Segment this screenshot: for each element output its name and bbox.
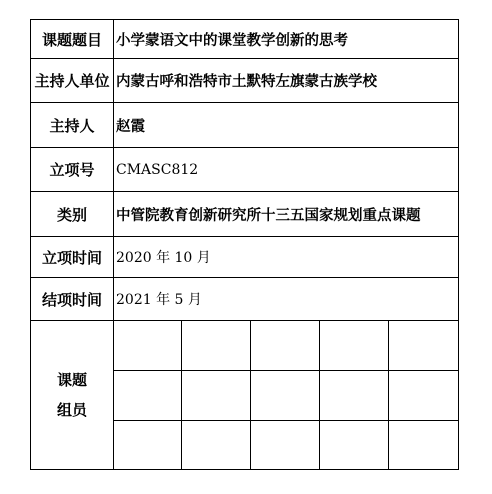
member-cell [182, 421, 251, 470]
row-host [31, 103, 458, 148]
row-project-number [31, 148, 458, 192]
row-project-title [31, 20, 458, 59]
member-cell [182, 371, 251, 421]
member-cell [389, 371, 459, 421]
project-info-table [30, 19, 459, 470]
member-cell [320, 421, 389, 470]
member-cell [251, 421, 320, 470]
row-host-unit [31, 59, 458, 103]
value-end-date: 2021 年 5 月 [116, 292, 202, 308]
member-cell [114, 371, 182, 421]
row-members [31, 321, 458, 469]
member-cell [251, 321, 320, 371]
row-category [31, 192, 458, 237]
value-start-date: 2020 年 10 月 [116, 250, 211, 266]
member-cell [320, 371, 389, 421]
members-grid [114, 321, 458, 469]
member-cell [389, 321, 459, 371]
label-host: 主持人 [31, 103, 114, 147]
member-cell [182, 321, 251, 371]
label-category: 类别 [31, 192, 114, 236]
value-host: 赵霞 [116, 118, 145, 135]
member-cell [114, 421, 182, 470]
label-project-title: 课题题目 [31, 20, 114, 58]
label-host-unit: 主持人单位 [31, 59, 114, 102]
value-category: 中管院教育创新研究所十三五国家规划重点课题 [116, 207, 421, 224]
member-cell [389, 421, 459, 470]
member-cell [251, 371, 320, 421]
label-project-number: 立项号 [31, 148, 114, 191]
label-start-date: 立项时间 [31, 237, 114, 277]
value-project-number: CMASC812 [116, 161, 199, 178]
row-start-date [31, 237, 458, 278]
value-project-title: 小学蒙语文中的课堂教学创新的思考 [116, 32, 348, 49]
value-host-unit: 内蒙古呼和浩特市土默特左旗蒙古族学校 [116, 74, 377, 90]
label-members-line2: 组员 [56, 401, 87, 419]
label-members [31, 321, 114, 469]
row-end-date [31, 278, 458, 321]
label-end-date: 结项时间 [31, 278, 114, 320]
member-cell [114, 321, 182, 371]
label-members-line1: 课题 [56, 371, 87, 389]
member-cell [320, 321, 389, 371]
